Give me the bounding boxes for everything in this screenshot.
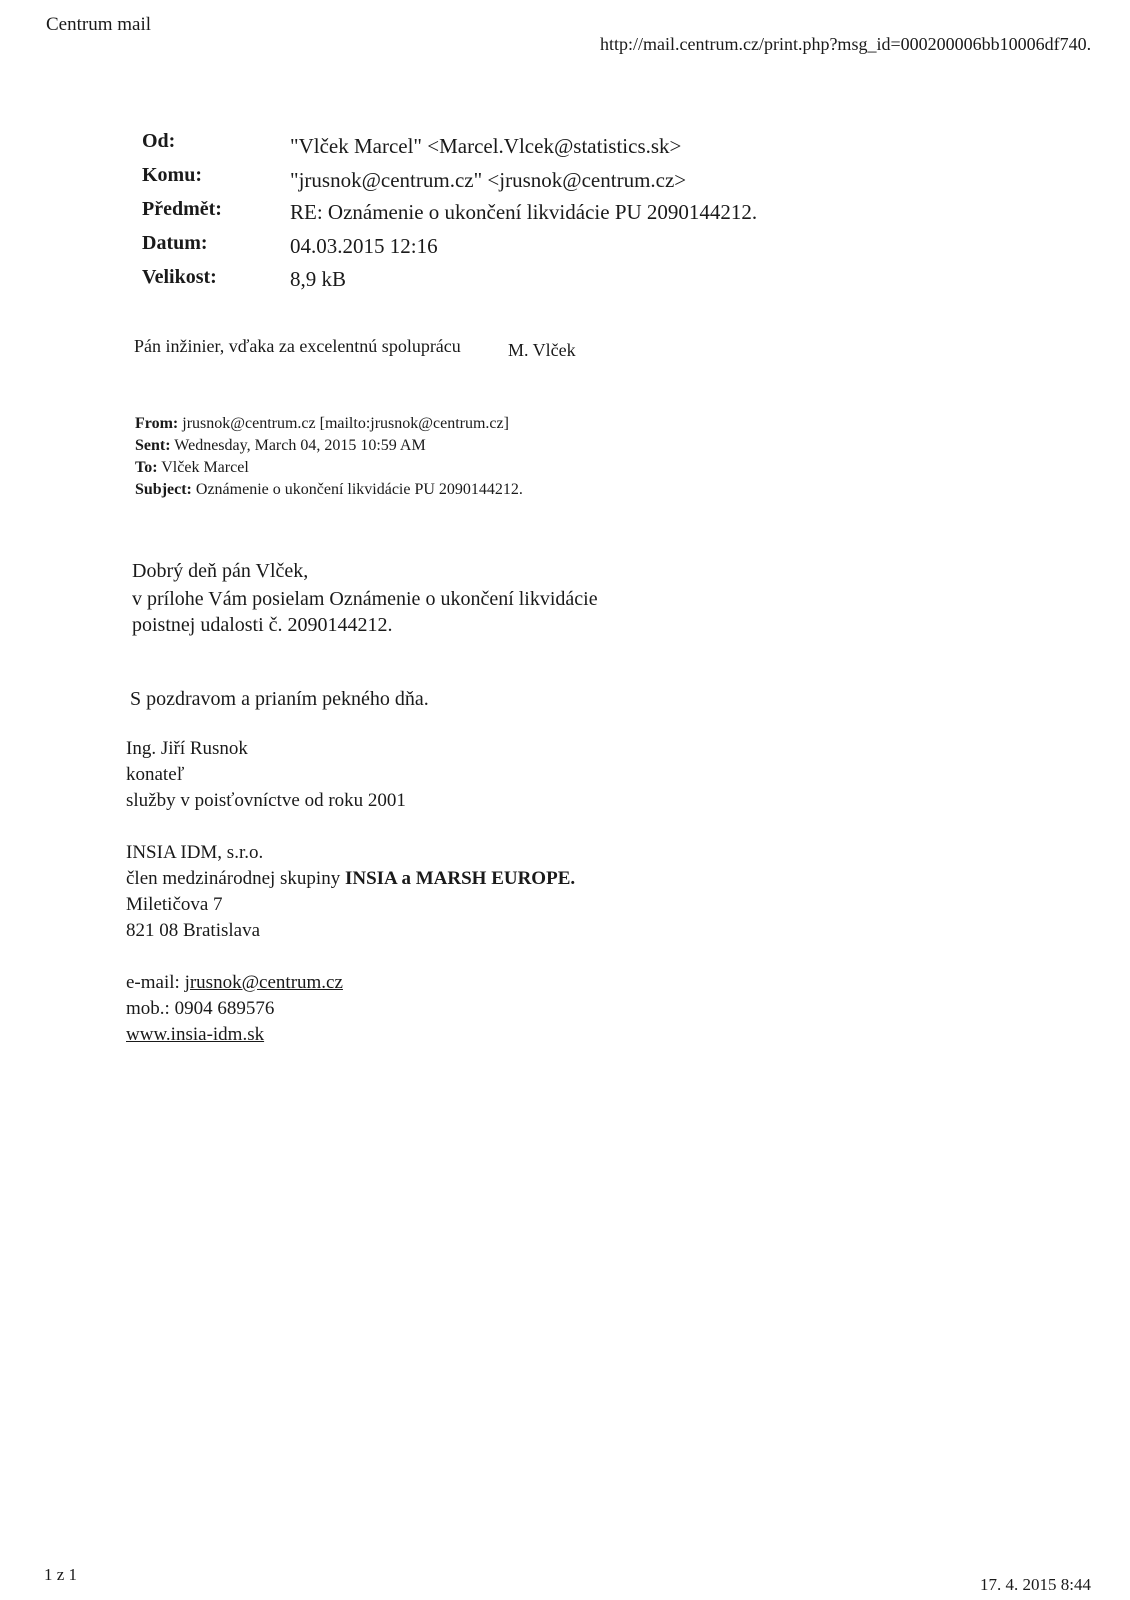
orig-subject-row xyxy=(135,481,523,499)
orig-sent-value: Wednesday, March 04, 2015 10:59 AM xyxy=(174,437,426,454)
orig-from-row xyxy=(135,415,509,433)
orig-subject-value: Oznámenie o ukončení likvidácie PU 2090144212. xyxy=(195,481,523,498)
orig-sent-row xyxy=(135,437,426,455)
orig-to-value: Vlček Marcel xyxy=(161,459,249,476)
orig-to-row xyxy=(135,459,249,477)
orig-subject-label: Subject: xyxy=(135,481,192,498)
from-value: "Vlček Marcel" <Marcel.Vlcek@statistics.sk> xyxy=(290,134,682,158)
print-app-title: Centrum mail xyxy=(46,14,152,35)
date-label: Datum: xyxy=(142,232,208,254)
mobile-value: 0904 689576 xyxy=(174,998,275,1019)
email-link[interactable]: jrusnok@centrum.cz xyxy=(184,972,343,993)
signature-street: Miletičova 7 xyxy=(126,894,223,915)
signature-email-row xyxy=(126,972,343,994)
orig-sent-label: Sent: xyxy=(135,437,171,454)
page-counter: 1 z 1 xyxy=(44,1565,78,1584)
signature-membership xyxy=(126,868,575,890)
date-value: 04.03.2015 12:16 xyxy=(290,234,438,258)
website-link[interactable]: www.insia-idm.sk xyxy=(126,1024,265,1045)
orig-to-label: To: xyxy=(135,459,158,476)
to-value: "jrusnok@centrum.cz" <jrusnok@centrum.cz> xyxy=(290,168,687,192)
subject-value: RE: Oznámenie o ukončení likvidácie PU 2090144212. xyxy=(290,200,758,224)
email-label: e-mail: xyxy=(126,972,180,993)
signature-tagline: služby v poisťovníctve od roku 2001 xyxy=(126,790,406,811)
membership-prefix: člen medzinárodnej skupiny xyxy=(126,868,341,889)
signature-role: konateľ xyxy=(126,764,185,785)
signature-name: Ing. Jiří Rusnok xyxy=(126,738,248,759)
mobile-label: mob.: xyxy=(126,998,170,1019)
subject-label: Předmět: xyxy=(142,198,222,220)
body-closing: S pozdravom a prianím pekného dňa. xyxy=(130,688,429,710)
size-label: Velikost: xyxy=(142,266,217,288)
membership-groups: INSIA a MARSH EUROPE. xyxy=(344,868,576,889)
reply-text: Pán inžinier, vďaka za excelentnú spoluprácu xyxy=(134,336,461,356)
print-url: http://mail.centrum.cz/print.php?msg_id=000200006bb10006df740. xyxy=(600,34,1092,54)
body-line-1: v prílohe Vám posielam Oznámenie o ukončení likvidácie xyxy=(132,588,598,610)
from-label: Od: xyxy=(142,130,176,152)
body-greeting: Dobrý deň pán Vlček, xyxy=(132,560,309,582)
body-line-2: poistnej udalosti č. 2090144212. xyxy=(132,614,393,636)
orig-from-label: From: xyxy=(135,415,179,432)
reply-signature: M. Vlček xyxy=(508,340,576,360)
size-value: 8,9 kB xyxy=(290,267,347,291)
orig-from-value: jrusnok@centrum.cz [mailto:jrusnok@centrum.cz] xyxy=(182,415,509,432)
to-label: Komu: xyxy=(142,164,202,186)
print-timestamp: 17. 4. 2015 8:44 xyxy=(980,1575,1091,1594)
signature-mobile-row xyxy=(126,998,274,1020)
signature-company: INSIA IDM, s.r.o. xyxy=(126,842,264,863)
signature-city: 821 08 Bratislava xyxy=(126,920,261,941)
